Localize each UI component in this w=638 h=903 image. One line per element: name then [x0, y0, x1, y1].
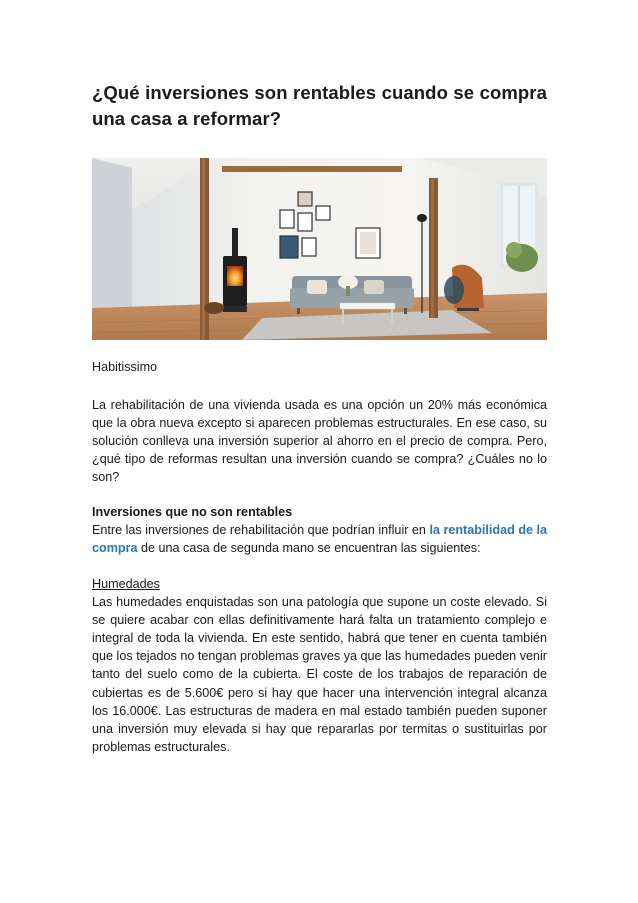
section1-text-before-link: Entre las inversiones de rehabilitación que podrían influir en [92, 523, 430, 538]
humidity-paragraph: Las humedades enquistadas son una patología que supone un coste elevado. Si se quiere acabar con ellas definitivamente hará falta un tratamiento complejo e integral de toda la vivienda. En este sentido, habrá que tener en cuenta también que los tejados no tengan problemas graves ya que las humedades pueden venir tanto del suelo como de la cubierta. El coste de los trabajos de reparación de cubiertas es de 5.600€ pero si hay que hacer una intervención integral alcanza los 16.000€. Las estructuras de madera en mal estado también pueden suponer una inversión muy elevada si hay que repararlas por termitas o sustituirlas por problemas estructurales. [92, 595, 547, 754]
section-humidity [92, 575, 547, 756]
intro-paragraph: La rehabilitación de una vivienda usada es una opción un 20% más económica que la obra nueva excepto si aparecen problemas estructurales. En ese caso, su solución conlleva una inversión superior al ahorro en el precio de compra. Pero, ¿qué tipo de reformas resultan una inversión cuando se compra? ¿Cuáles no lo son? [92, 398, 547, 485]
living-room-photo [92, 158, 547, 340]
article-title: ¿Qué inversiones son rentables cuando se compra una casa a reformar? [92, 82, 547, 129]
section1-text-after-link: de una casa de segunda mano se encuentran las siguientes: [137, 541, 481, 556]
section-heading-humidity: Humedades [92, 577, 160, 591]
section-heading-not-profitable: Inversiones que no son rentables [92, 505, 293, 519]
section-not-profitable [92, 503, 547, 557]
image-caption: Habitissimo [92, 360, 158, 374]
profitability-link[interactable]: la rentabilidad de la compra [92, 523, 548, 556]
